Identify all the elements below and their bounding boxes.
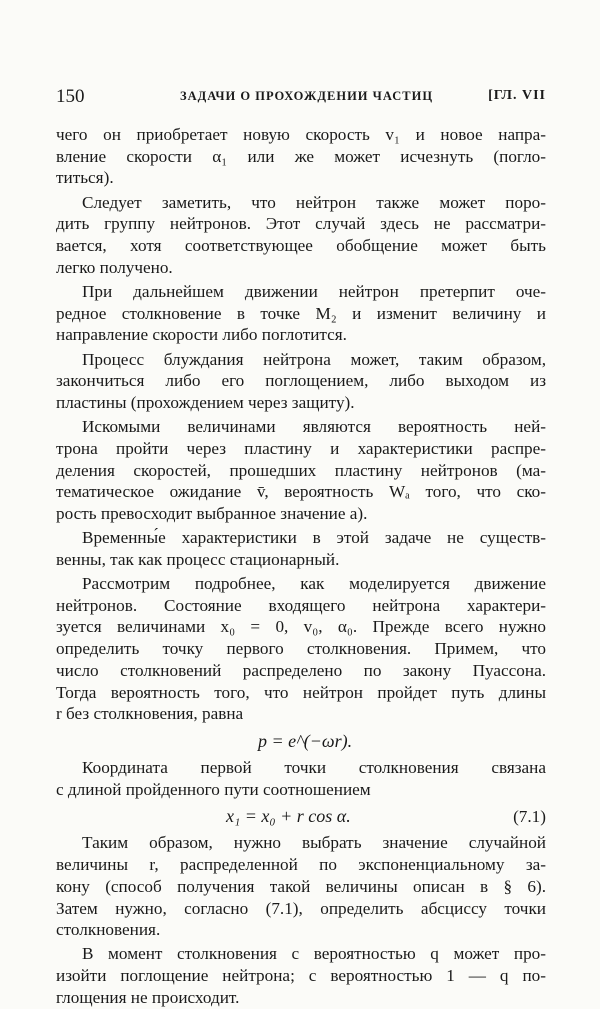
formula-7-1 bbox=[56, 800, 546, 832]
text-line: зуется величинами x₀ = 0, v₀, α₀. Прежде всего нужно bbox=[56, 617, 546, 637]
paragraph-1 bbox=[56, 124, 546, 189]
formula-expression: p = e^(−ωr). bbox=[258, 730, 353, 751]
text-line: Процесс блуждания нейтрона может, таким образом, bbox=[82, 349, 546, 369]
text-line: Затем нужно, согласно (7.1), определить абсциссу точки bbox=[56, 898, 546, 918]
text-line: венны, так как процесс стационарный. bbox=[56, 549, 340, 569]
formula-poisson bbox=[56, 725, 546, 757]
text-line: чего он приобретает новую скорость v₁ и новое напра- bbox=[56, 125, 546, 144]
text-line: Тогда вероятность того, что нейтрон пройдет путь длины bbox=[56, 682, 546, 702]
paragraph-10 bbox=[56, 943, 546, 1008]
text-line: Координата первой точки столкновения связана bbox=[82, 757, 546, 777]
paragraph-2 bbox=[56, 192, 546, 279]
equation-number: (7.1) bbox=[513, 807, 546, 827]
paragraph-7 bbox=[56, 573, 546, 725]
running-title: ЗАДАЧИ О ПРОХОЖДЕНИИ ЧАСТИЦ bbox=[180, 89, 434, 103]
text-line: вление скорости α₁ или же может исчезнуть (погло- bbox=[56, 146, 546, 166]
text-line: глощения не происходит. bbox=[56, 987, 240, 1007]
text-line: вается, хотя соответствующее обобщение может быть bbox=[56, 236, 546, 256]
paragraph-5 bbox=[56, 416, 546, 525]
chapter-label: [ГЛ. VII bbox=[488, 88, 546, 103]
text-line: с длиной пройденного пути соотношением bbox=[56, 779, 371, 799]
paragraph-8 bbox=[56, 757, 546, 800]
text-line: При дальнейшем движении нейтрон претерпит оче- bbox=[82, 281, 546, 301]
text-line: кону (способ получения такой величины описан в § 6). bbox=[56, 876, 546, 896]
text-line: нейтронов. Состояние входящего нейтрона характери- bbox=[56, 595, 546, 615]
text-line: r без столкновения, равна bbox=[56, 704, 244, 724]
text-line: определить точку первого столкновения. Примем, что bbox=[56, 639, 546, 659]
text-line: В момент столкновения с вероятностью q может про- bbox=[82, 944, 546, 964]
text-line: деления скоростей, прошедших пластину нейтронов (ма- bbox=[56, 460, 546, 480]
text-line: направление скорости либо поглотится. bbox=[56, 325, 347, 345]
text-line: Следует заметить, что нейтрон также может поро- bbox=[82, 192, 546, 212]
page-number: 150 bbox=[56, 86, 85, 107]
paragraph-4 bbox=[56, 349, 546, 414]
text-line: редное столкновение в точке M₂ и изменит величину и bbox=[56, 303, 546, 323]
text-line: тематическое ожидание v̄, вероятность Wₐ того, что ско- bbox=[56, 482, 546, 502]
formula-expression: x₁ = x₀ + r cos α. bbox=[226, 806, 351, 827]
text-line: рость превосходит выбранное значение a). bbox=[56, 503, 368, 523]
text-line: пластины (прохождением через защиту). bbox=[56, 392, 355, 412]
text-line: столкновения. bbox=[56, 920, 161, 940]
text-line: изойти поглощение нейтрона; с вероятностью 1 — q по- bbox=[56, 966, 546, 986]
text-line: трона пройти через пластину и характеристики распре- bbox=[56, 438, 546, 458]
text-line: легко получено. bbox=[56, 257, 173, 277]
text-line: титься). bbox=[56, 168, 114, 188]
text-line: закончиться либо его поглощением, либо выходом из bbox=[56, 371, 546, 391]
page-body bbox=[56, 124, 546, 1009]
text-line: Таким образом, нужно выбрать значение случайной bbox=[82, 833, 546, 853]
paragraph-6 bbox=[56, 527, 546, 570]
text-line: Рассмотрим подробнее, как моделируется движение bbox=[82, 574, 546, 594]
paragraph-3 bbox=[56, 281, 546, 346]
text-line: Временны́е характеристики в этой задаче не существ- bbox=[82, 528, 546, 548]
text-line: Искомыми величинами являются вероятность ней- bbox=[82, 417, 546, 437]
paragraph-9 bbox=[56, 832, 546, 941]
text-line: дить группу нейтронов. Этот случай здесь не рассматри- bbox=[56, 214, 546, 234]
text-line: число столкновений распределено по закону Пуассона. bbox=[56, 660, 546, 680]
text-line: величины r, распределенной по экспоненциальному за- bbox=[56, 855, 546, 875]
page-header bbox=[56, 86, 546, 110]
